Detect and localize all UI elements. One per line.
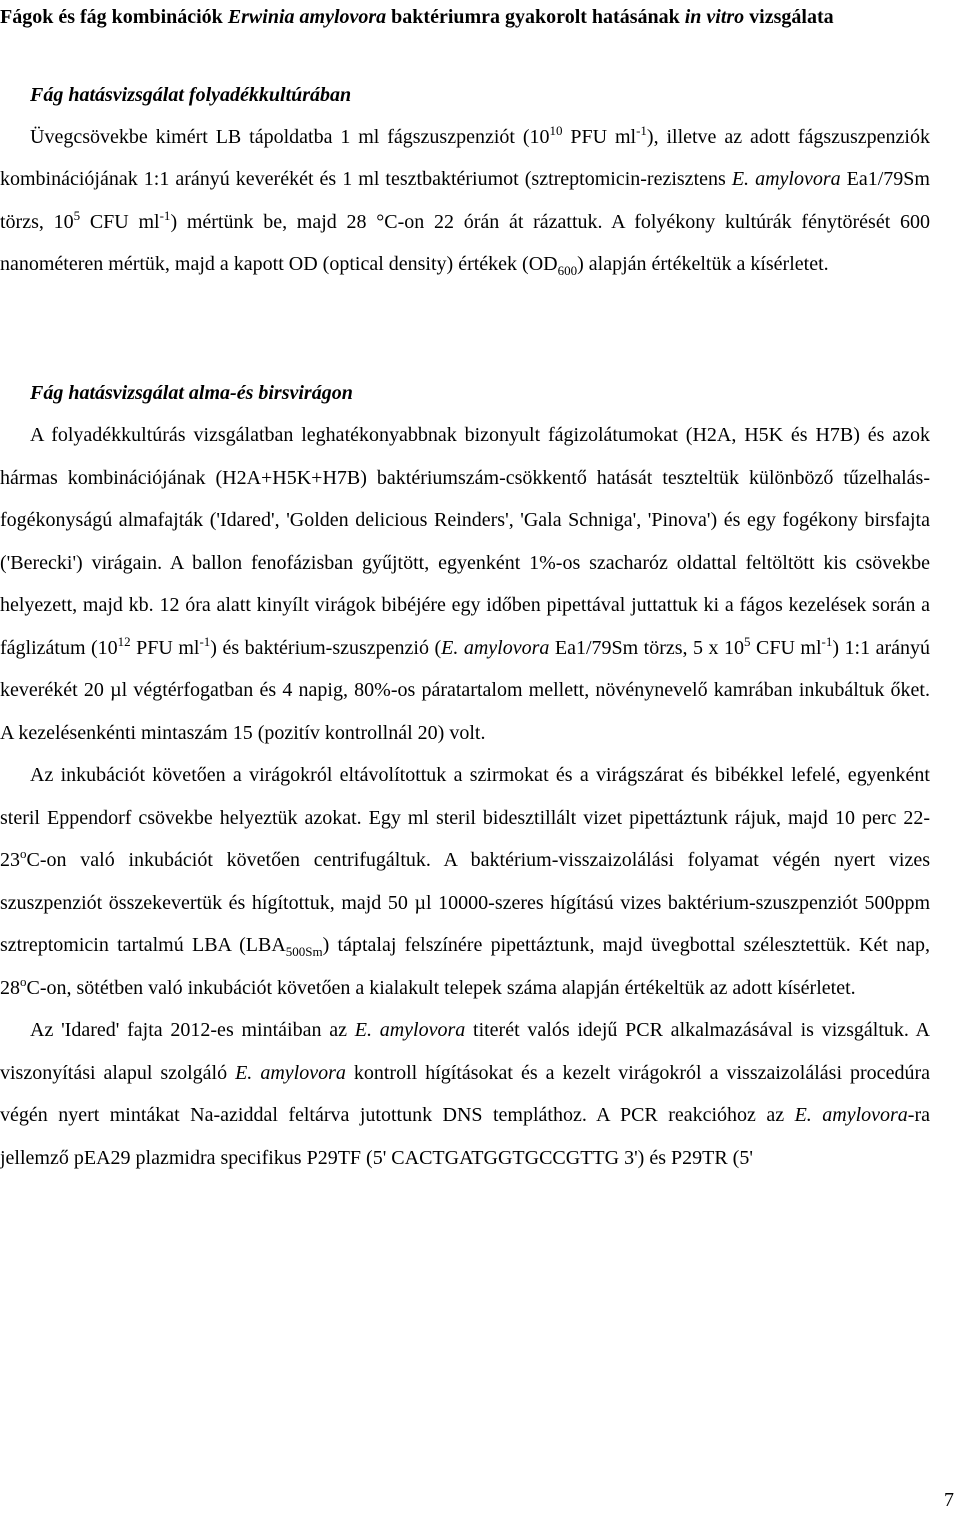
paragraph: Az 'Idared' fajta 2012-es mintáiban az E. amylovora titerét valós idejű PCR alkalmazásával is vizsgáltuk. A viszonyítási alapul szolgáló E. amylovora kontroll hígításokat és a kezelt virágokról a visszaizolálási procedúra végén nyert mintákat Na-aziddal feltárva jutottunk DNS templáthoz. A PCR reakcióhoz az E. amylovora-ra jellemző pEA29 plazmidra specifikus P29TF (5' CACTGATGGTGCCGTTG 3') és P29TR (5' <box>0 1019 930 1169</box>
in-vitro-term: in vitro <box>684 6 745 28</box>
species-name: E. amylovora <box>354 1019 466 1041</box>
paragraph: A folyadékkultúrás vizsgálatban leghatékonyabbnak bizonyult fágizolátumokat (H2A, H5K és H7B) és azok hármas kombinációjának (H2A+H5K+H7B) baktériumszám-csökkentő hatását teszteltük különböző tűzelhalás-fogékonyságú almafajták ('Idared', 'Golden delicious Reinders', 'Gala Schniga', 'Pinova') és egy fogékony birsfajta ('Berecki') virágain. A ballon fenofázisban gyűjtött, egyenként 1%-os szacharóz oldattal feltöltött kis csövekbe helyezett, majd kb. 12 óra alatt kinyílt virágok bibéjére egy időben pipettával juttattuk ki a fágos kezelések során a fáglizátum ($10^{12}$ PFU $ml^{-1}$) és baktérium-szuszpenzió (E. amylovora Ea1/79Sm törzs, 5 x $10^5$ CFU $ml^{-1}$) 1:1 arányú keverékét 20 µl végtérfogatban és 4 napig, 80%-os páratartalom mellett, növénynevelő kamrában inkubáltuk őket. A kezelésenkénti mintaszám 15 (pozitív kontrollnál 20) volt. <box>0 424 930 744</box>
paragraph: Az inkubációt követően a virágokról eltávolítottuk a szirmokat és a virágszárat és bibékkel lefelé, egyenként steril Eppendorf csövekbe helyeztük azokat. Egy ml steril bidesztillált vizet pipettáztunk rájuk, majd 10 perc 22-23$^o$C-on való inkubációt követően centrifugáltuk. A baktérium-visszaizolálási folyamat végén nyert vizes szuszpenziót összekevertük és hígítottuk, majd 50 µl 10000-szeres hígítású vizes baktérium-szuszpenziót 500ppm sztreptomicin tartalmú LBA $(LBA_{500Sm})$ táptalaj felszínére pipettáztunk, majd üvegbottal szélesztettük. Két nap, 28$^o$C-on, sötétben való inkubációt követően a kialakult telepek száma alapján értékeltük az adott kísérletet. <box>0 764 930 999</box>
species-name: Erwinia amylovora <box>227 6 387 28</box>
section-heading: Fág hatásvizsgálat alma-és birsvirágon <box>30 382 353 404</box>
page-number: 7 <box>944 1489 954 1511</box>
section-heading: Fág hatásvizsgálat folyadékkultúrában <box>30 84 352 106</box>
species-name: E. amylovora <box>441 636 550 659</box>
species-name: E. amylovora <box>794 1104 908 1126</box>
section-liquid-culture <box>0 74 930 285</box>
species-name: E. amylovora <box>235 1061 346 1084</box>
paragraph: Üvegcsövekbe kimért LB tápoldatba 1 ml fágszuszpenziót ($10^{10}$ PFU $ml^{-1}$), illetve az adott fágszuszpenziók kombinációjának 1:1 arányú keverékét és 1 ml tesztbaktériumot (sztreptomicin-rezisztens E. amylovora Ea1/79Sm törzs, $10^5$ CFU $ml^{-1}$) mértünk be, majd 28 °C-on 22 órán át rázattuk. A folyékony kultúrák fénytörését 600 nanométeren mértük, majd a kapott OD (optical density) értékek $(OD_{600})$ alapján értékeltük a kísérletet. <box>0 123 930 278</box>
species-name: E. amylovora <box>731 168 841 191</box>
document-title: Fágok és fág kombinációk Erwinia amylovora baktériumra gyakorolt hatásának in vitro vizsgálata <box>0 6 834 28</box>
section-flower-assay <box>0 372 930 1179</box>
